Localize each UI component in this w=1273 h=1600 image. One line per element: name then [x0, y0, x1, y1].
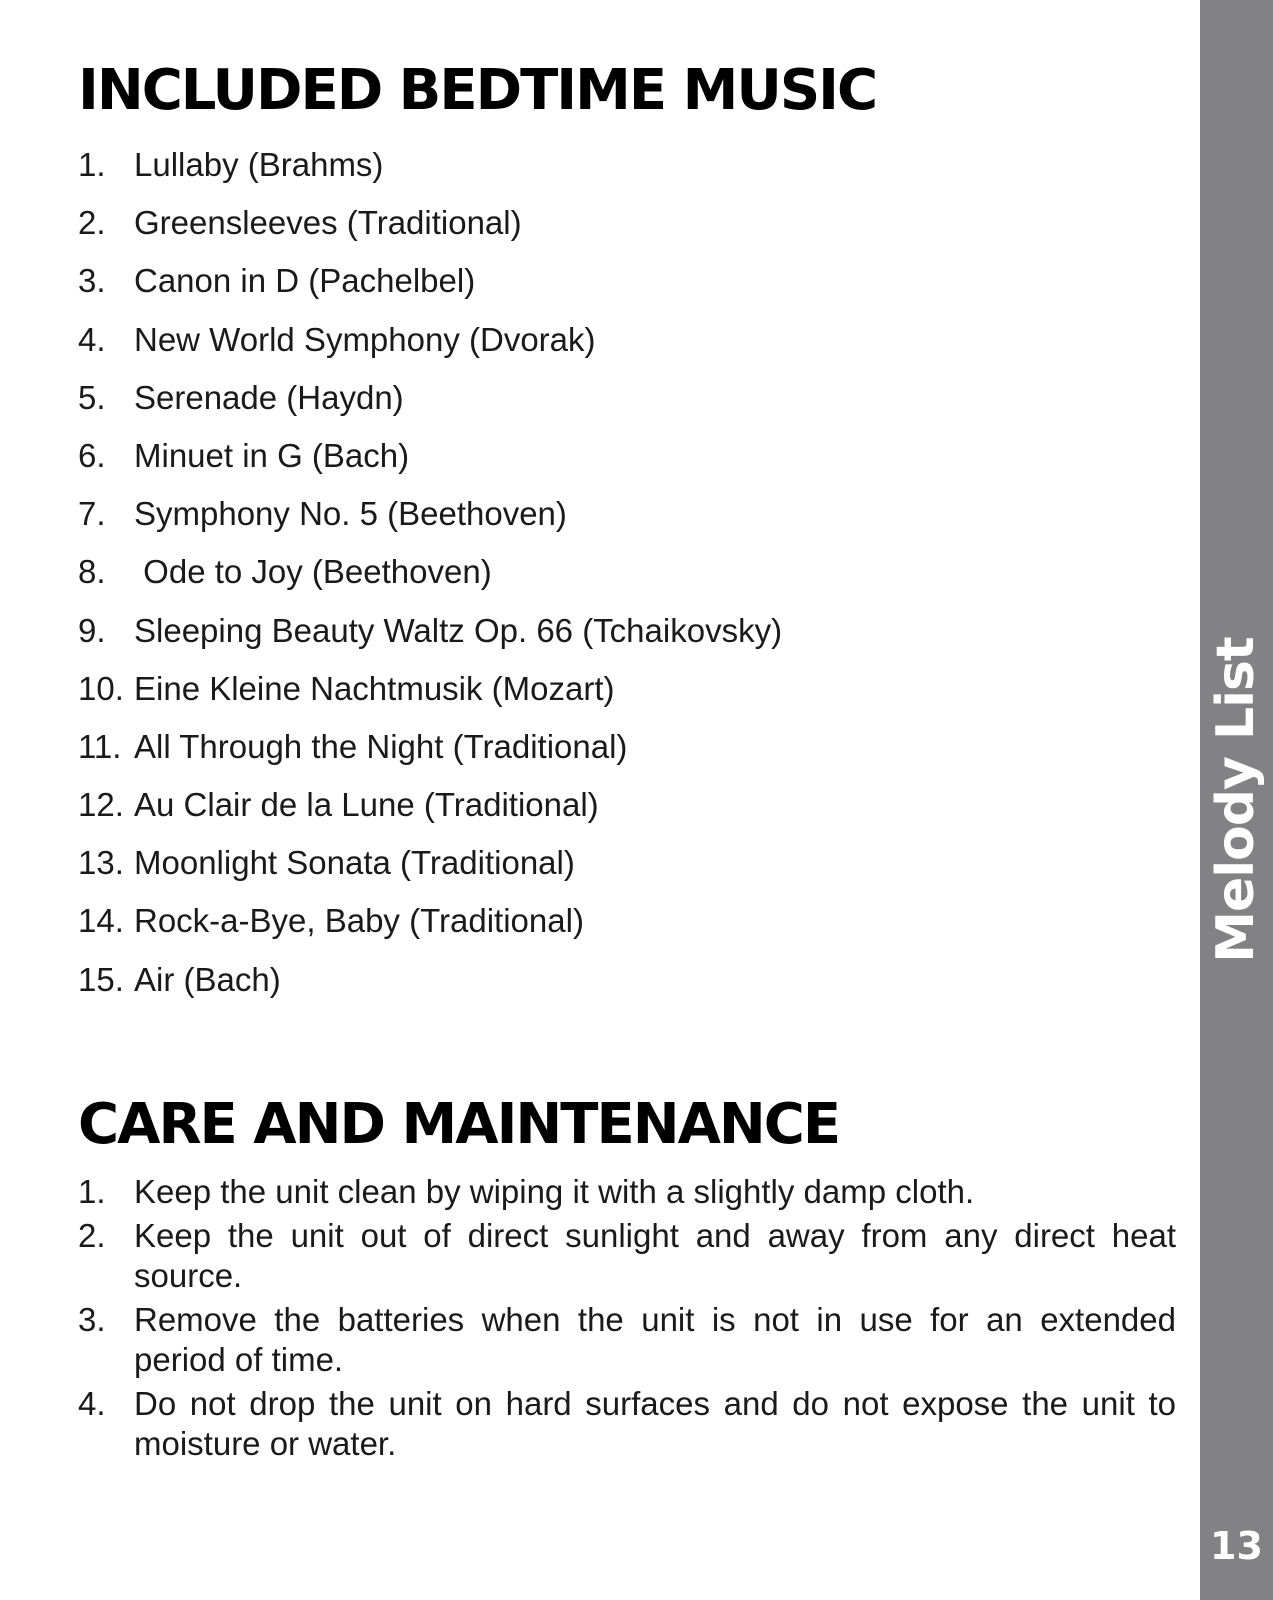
list-number: 4.	[78, 1385, 106, 1422]
list-number: 3.	[78, 262, 106, 300]
list-number: 1.	[78, 146, 106, 183]
list-text: Au Clair de la Lune (Traditional)	[134, 786, 599, 824]
list-text: Serenade (Haydn)	[134, 378, 404, 416]
list-text: All Through the Night (Traditional)	[134, 727, 628, 765]
list-number: 13.	[78, 844, 124, 882]
list-text: Minuet in G (Bach)	[134, 436, 410, 474]
list-number: 15.	[78, 960, 124, 998]
list-text: Keep the unit out of direct sunlight and away from any direct heat source.	[134, 1217, 1176, 1294]
list-text: Canon in D (Pachelbel)	[134, 262, 476, 300]
list-text: Remove the batteries when the unit is not in use for an extended period of time.	[134, 1301, 1176, 1378]
list-text: Greensleeves (Traditional)	[134, 204, 522, 242]
list-number: 1.	[78, 1173, 106, 1210]
music-list	[78, 145, 1078, 1018]
list-text: Keep the unit clean by wiping it with a slightly damp cloth.	[134, 1173, 975, 1210]
page-number: 13	[1210, 1524, 1263, 1568]
list-text: Lullaby (Brahms)	[134, 146, 384, 183]
list-number: 12.	[78, 786, 124, 824]
sidebar-tab	[1200, 0, 1273, 1600]
list-item	[78, 320, 1078, 378]
list-number: 14.	[78, 902, 124, 940]
list-item	[78, 436, 1078, 494]
list-item	[78, 261, 1078, 319]
list-text: Air (Bach)	[134, 960, 281, 998]
list-number: 11.	[78, 727, 122, 765]
list-number: 9.	[78, 611, 106, 649]
list-text: Rock-a-Bye, Baby (Traditional)	[134, 902, 584, 940]
list-item	[78, 1216, 1176, 1296]
list-item	[78, 611, 1078, 669]
list-item	[78, 494, 1078, 552]
list-number: 2.	[78, 1217, 106, 1254]
list-text: Moonlight Sonata (Traditional)	[134, 844, 575, 882]
list-item	[78, 727, 1078, 785]
list-item	[78, 1172, 1176, 1212]
sidebar-label: Melody List	[1206, 637, 1266, 963]
list-item	[78, 1384, 1176, 1464]
care-list	[78, 1172, 1176, 1468]
list-number: 2.	[78, 204, 106, 242]
list-number: 6.	[78, 436, 106, 474]
list-text: Sleeping Beauty Waltz Op. 66 (Tchaikovsky)	[134, 611, 783, 649]
list-item	[78, 843, 1078, 901]
list-item	[78, 1300, 1176, 1380]
list-number: 8.	[78, 553, 106, 591]
list-item	[78, 669, 1078, 727]
list-item	[78, 145, 1078, 203]
list-number: 4.	[78, 320, 106, 358]
list-item	[78, 960, 1078, 1018]
list-item	[78, 901, 1078, 959]
list-number: 5.	[78, 378, 106, 416]
list-text: Ode to Joy (Beethoven)	[134, 553, 492, 591]
list-text: Symphony No. 5 (Beethoven)	[134, 495, 567, 533]
list-item	[78, 378, 1078, 436]
list-item	[78, 785, 1078, 843]
list-number: 3.	[78, 1301, 106, 1338]
list-number: 10.	[78, 669, 124, 707]
list-item	[78, 552, 1078, 610]
list-text: New World Symphony (Dvorak)	[134, 320, 596, 358]
list-number: 7.	[78, 495, 106, 533]
list-text: Do not drop the unit on hard surfaces and do not expose the unit to moisture or water.	[134, 1385, 1176, 1462]
section-title-care: CARE AND MAINTENANCE	[78, 1092, 840, 1157]
list-text: Eine Kleine Nachtmusik (Mozart)	[134, 669, 615, 707]
list-item	[78, 203, 1078, 261]
section-title-music: INCLUDED BEDTIME MUSIC	[78, 58, 877, 123]
